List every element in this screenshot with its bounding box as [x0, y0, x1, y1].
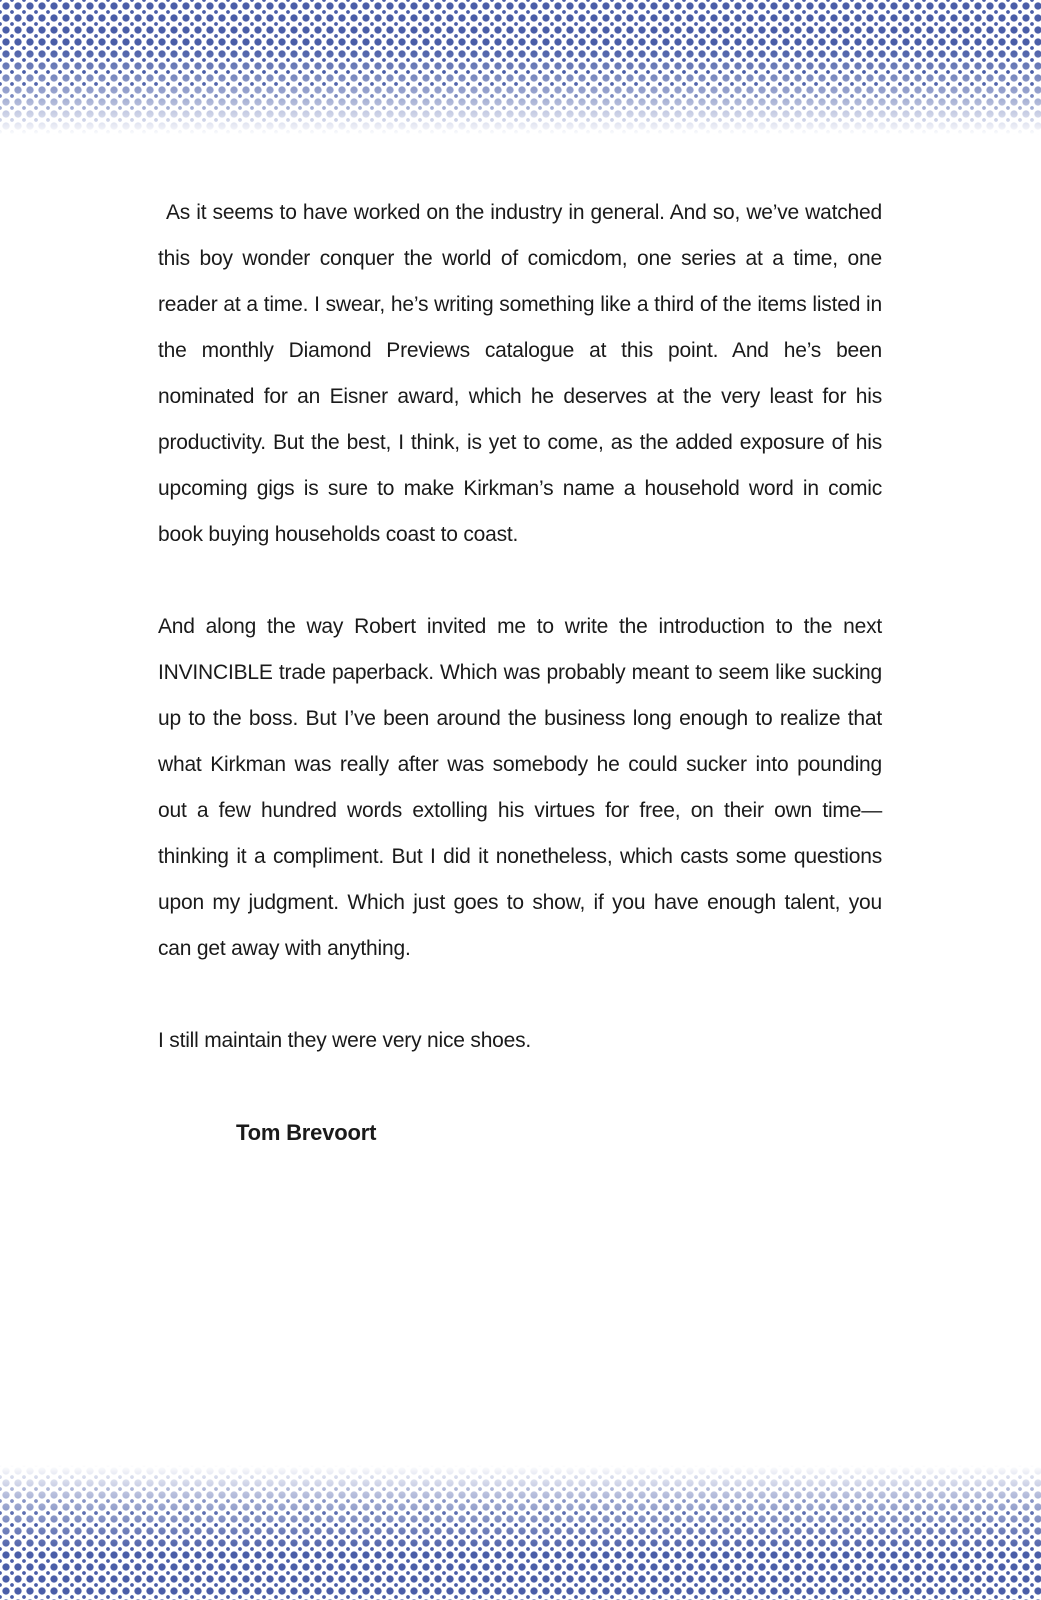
paragraph-1: As it seems to have worked on the industry in general. And so, we’ve watched this boy wonder conquer the world of comicdom, one series at a time, one reader at a time. I swear, he’s writing something like a third of the items listed in the monthly Diamond Previews catalogue at this point. And he’s been nominated for an Eisner award, which he deserves at the very least for his productivity. But the best, I think, is yet to come, as the added exposure of his upcoming gigs is sure to make Kirkman’s name a household word in comic book buying households coast to coast. — [158, 201, 882, 546]
paragraph-2: And along the way Robert invited me to write the introduction to the next INVINCIBLE trade paperback. Which was probably meant to seem like sucking up to the boss. But I’ve been around the business long enough to realize that what Kirkman was really after was somebody he could sucker into pounding out a few hundred words extolling his virtues for free, on their own time—thinking it a compliment. But I did it nonetheless, which casts some questions upon my judgment. Which just goes to show, if you have enough talent, you can get away with anything. — [158, 615, 882, 960]
paragraph-3: I still maintain they were very nice shoes. — [158, 1029, 532, 1052]
introduction-text — [158, 190, 882, 1156]
halftone-top-fine-dots — [0, 0, 1041, 135]
author-signature: Tom Brevoort — [236, 1120, 377, 1145]
halftone-bottom-fine-dots — [0, 1465, 1041, 1600]
